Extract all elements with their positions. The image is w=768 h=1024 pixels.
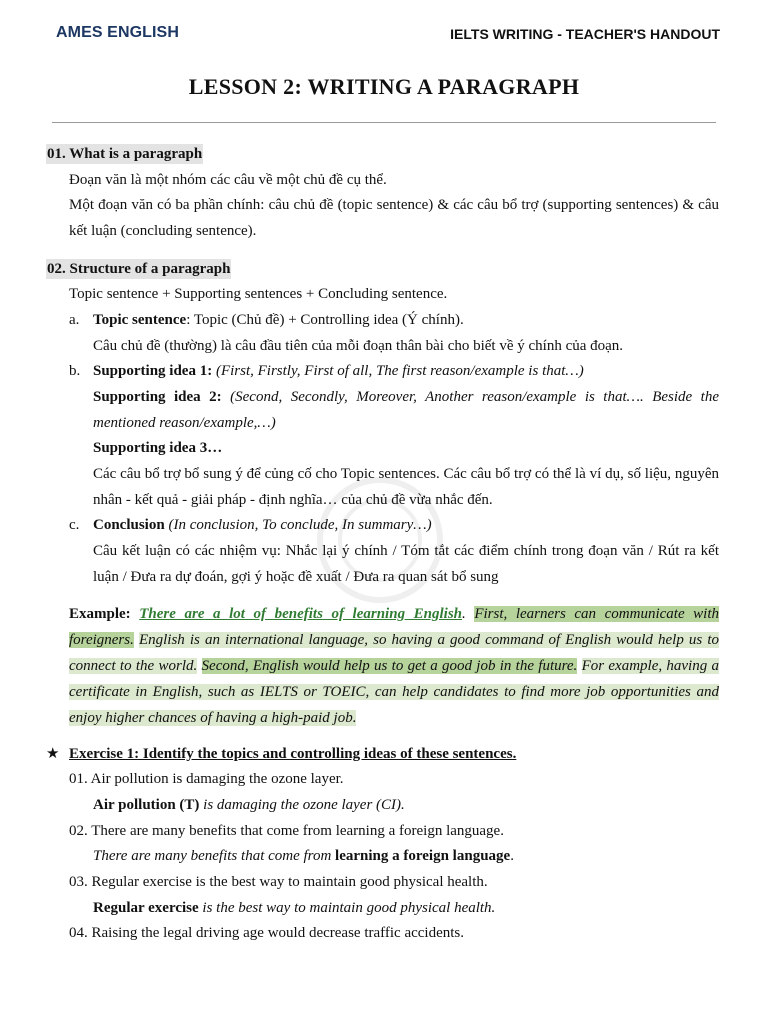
supporting-idea-2-label: Supporting idea 2: [93, 389, 217, 405]
supporting-idea-3-label: Supporting idea 3…: [93, 440, 223, 456]
example-label: Example:: [69, 606, 131, 622]
section1-line: Đoạn văn là một nhóm các câu về một chủ đề cụ thể.: [69, 172, 387, 188]
topic-sentence-desc: Câu chủ đề (thường) là câu đầu tiên của mỗi đoạn thân bài cho biết về ý chính của đoạn.: [93, 338, 624, 354]
conclusion-label: Conclusion: [93, 517, 165, 533]
example-supporting-2: Second, English would help us to get a good job in the future.: [201, 658, 578, 674]
supporting-idea-1-line: Supporting idea 1: (First, Firstly, First of all, The first reason/example is that…): [93, 363, 584, 379]
title-divider: [52, 122, 716, 123]
section-heading-what-is-paragraph: 01. What is a paragraph: [47, 146, 203, 162]
supporting-idea-2-line: Supporting idea 2: (Second, Secondly, Moreover, Another reason/example is that…. Beside the mentioned reason/example,…): [93, 389, 720, 431]
example-supporting-1: First, learners can communicate with foreigners.: [69, 606, 720, 648]
example-support-detail-2: For example, having a certificate in English, such as IELTS or TOEIC, can help candidates to find more job opportunities and enjoy higher chances of having a high-paid job.: [69, 658, 719, 726]
topic-sentence-label: Topic sentence: [93, 312, 187, 328]
conclusion-text: (In conclusion, To conclude, In summary…): [168, 517, 432, 533]
supporting-idea-2-text: (Second, Secondly, Moreover, Another reason/example is that…. Beside the mentioned reason/example,…): [93, 389, 720, 431]
topic-sentence-line: [93, 310, 464, 330]
section-heading-structure: 02. Structure of a paragraph: [47, 261, 231, 277]
supporting-idea-1-text: (First, Firstly, First of all, The first reason/example is that…): [215, 363, 584, 379]
handout-label: IELTS WRITING - TEACHER'S HANDOUT: [450, 26, 720, 42]
example-topic-sentence: There are a lot of benefits of learning English: [139, 606, 463, 622]
item-marker-b: b.: [69, 363, 81, 379]
structure-formula: Topic sentence + Supporting sentences + Concluding sentence.: [69, 286, 448, 302]
exercise1-heading: Exercise 1: Identify the topics and controlling ideas of these sentences.: [69, 746, 517, 762]
section1-paragraph: Một đoạn văn có ba phần chính: câu chủ đề (topic sentence) & các câu bổ trợ (supporting sentences) & câu kết luận (concluding sentence).: [69, 197, 719, 239]
exercise-question-4: 04. Raising the legal driving age would decrease traffic accidents.: [69, 925, 464, 941]
exercise-question-2: 02. There are many benefits that come from learning a foreign language.: [69, 823, 504, 839]
page-title: LESSON 2: WRITING A PARAGRAPH: [188, 74, 580, 99]
topic-sentence-text: : Topic (Chủ đề) + Controlling idea (Ý chính).: [186, 312, 464, 328]
star-icon: ★: [46, 746, 60, 762]
exercise-answer-2: There are many benefits that come from learning a foreign language.: [93, 848, 514, 864]
item-marker-c: c.: [69, 517, 80, 533]
brand-logo-text: AMES ENGLISH: [56, 24, 179, 41]
conclusion-line: [93, 515, 432, 535]
example-support-detail-1: English is an international language, so having a good command of English would help us to connect to the world.: [69, 632, 719, 674]
supporting-idea-1-label: Supporting idea 1: [93, 363, 208, 379]
example-paragraph: Example: There are a lot of benefits of learning English. First, learners can communicate with foreigners. English is an international language, so having a good command of English would help us to connect to the world. Second, English would help us to get a good job in the future. For example, having a certificate in English, such as IELTS or TOEIC, can help candidates to find more job opportunities and enjoy higher chances of having a high-paid job.: [69, 606, 720, 726]
exercise-question-1: 01. Air pollution is damaging the ozone layer.: [69, 771, 344, 787]
exercise-answer-1: Air pollution (T) is damaging the ozone layer (CI).: [93, 797, 405, 813]
exercise-question-3: 03. Regular exercise is the best way to maintain good physical health.: [69, 874, 488, 890]
supporting-ideas-desc: Các câu bổ trợ bổ sung ý để củng cố cho Topic sentences. Các câu bổ trợ có thể là ví dụ, số liệu, nguyên nhân - kết quả - giải pháp - định nghĩa… của chủ đề vừa nhắc đến.: [93, 466, 719, 508]
conclusion-desc: Câu kết luận có các nhiệm vụ: Nhắc lại ý chính / Tóm tắt các điểm chính trong đoạn văn / Rút ra kết luận / Đưa ra dự đoán, gợi ý hoặc đề xuất / Đưa ra quan sát bổ sung: [93, 543, 719, 585]
item-marker-a: a.: [69, 312, 80, 328]
exercise-answer-3: Regular exercise is the best way to maintain good physical health.: [93, 900, 496, 916]
